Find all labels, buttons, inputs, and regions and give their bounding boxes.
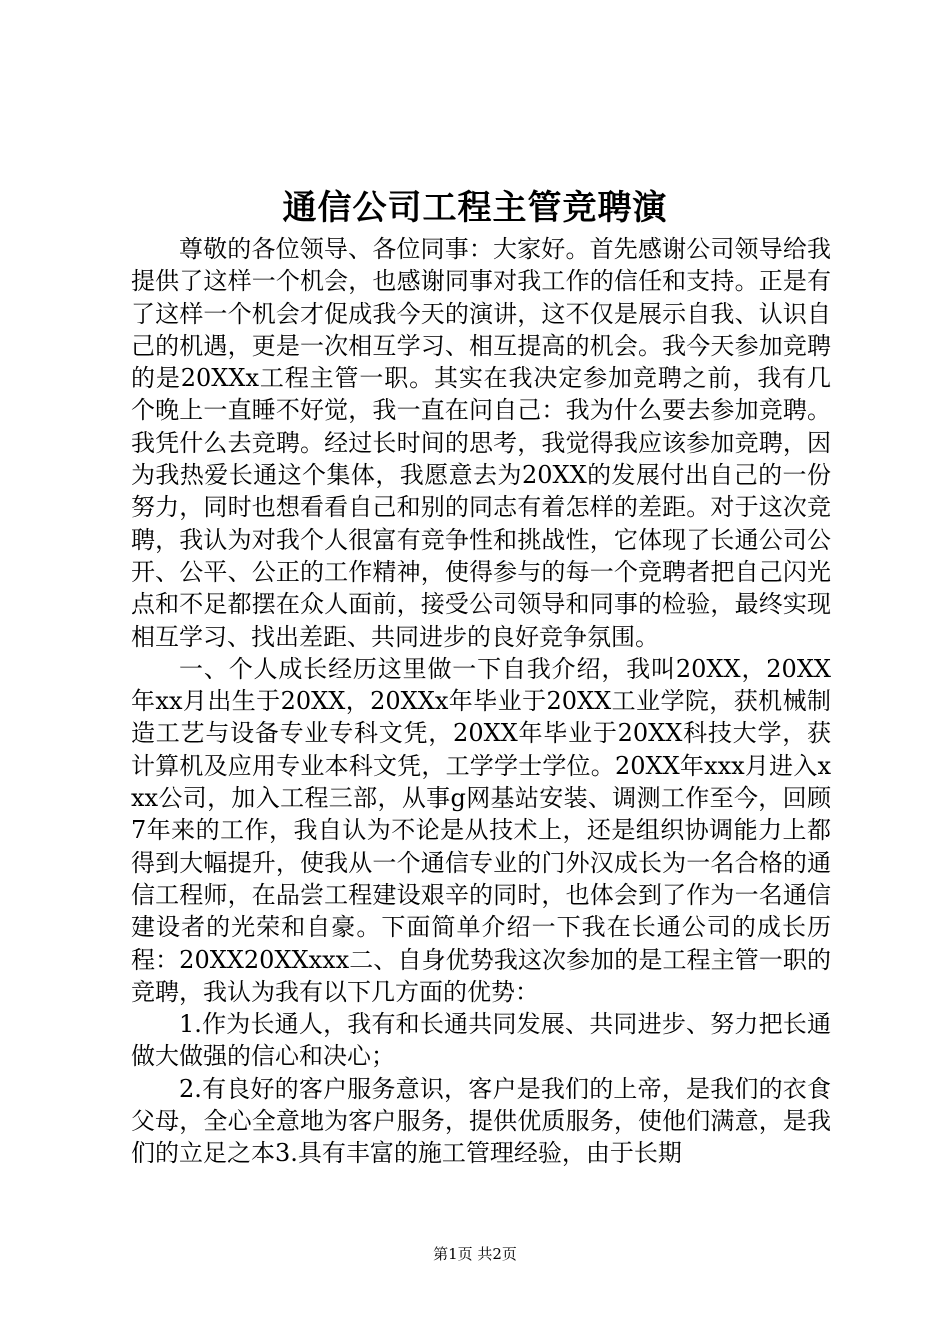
document-body — [131, 233, 831, 1170]
paragraph-advantage-1: 1.作为长通人，我有和长通共同发展、共同进步、努力把长通做大做强的信心和决心； — [131, 1010, 831, 1071]
paragraph-personal-growth: 一、个人成长经历这里做一下自我介绍，我叫20XX，20XX年xx月出生于20XX，20XXx年毕业于20XX工业学院，获机械制造工艺与设备专业专科文凭，20XX年毕业于20XX科技大学，获计算机及应用专业本科文凭，工学学士学位。20XX年xxx月进入xxx公司，加入工程三部，从事g网基站安装、调测工作至今，回顾7年来的工作，我自认为不论是从技术上，还是组织协调能力上都得到大幅提升，使我从一个通信专业的门外汉成长为一名合格的通信工程师，在品尝工程建设艰辛的同时，也体会到了作为一名通信建设者的光荣和自豪。下面简单介绍一下我在长通公司的成长历程：20XX20XXxxx二、自身优势我这次参加的是工程主管一职的竞聘，我认为我有以下几方面的优势： — [131, 654, 831, 1006]
paragraph-advantage-2: 2.有良好的客户服务意识，客户是我们的上帝，是我们的衣食父母，全心全意地为客户服务，提供优质服务，使他们满意，是我们的立足之本3.具有丰富的施工管理经验，由于长期 — [131, 1074, 831, 1168]
paragraph-intro: 尊敬的各位领导、各位同事：大家好。首先感谢公司领导给我提供了这样一个机会，也感谢同事对我工作的信任和支持。正是有了这样一个机会才促成我今天的演讲，这不仅是展示自我、认识自己的机遇，更是一次相互学习、相互提高的机会。我今天参加竞聘的是20XXx工程主管一职。其实在我决定参加竞聘之前，我有几个晚上一直睡不好觉，我一直在问自己：我为什么要去参加竞聘。我凭什么去竞聘。经过长时间的思考，我觉得我应该参加竞聘，因为我热爱长通这个集体，我愿意去为20XX的发展付出自己的一份努力，同时也想看看自己和别的同志有着怎样的差距。对于这次竞聘，我认为对我个人很富有竞争性和挑战性，它体现了长通公司公开、公平、公正的工作精神，使得参与的每一个竞聘者把自己闪光点和不足都摆在众人面前，接受公司领导和同事的检验，最终实现相互学习、找出差距、共同进步的良好竞争氛围。 — [131, 235, 831, 651]
page-footer: 第1页 共2页 — [433, 1245, 517, 1263]
document-title: 通信公司工程主管竞聘演 — [282, 188, 668, 228]
